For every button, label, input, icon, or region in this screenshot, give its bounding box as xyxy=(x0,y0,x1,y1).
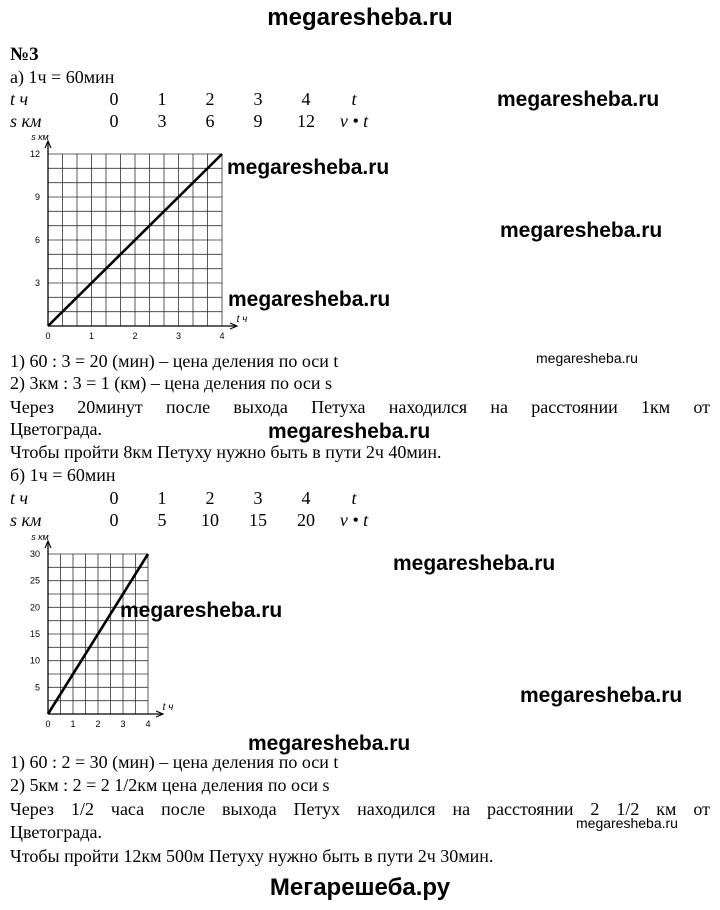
x-axis-label: t ч xyxy=(162,702,174,713)
cell: 1 xyxy=(157,488,167,508)
cell: t xyxy=(351,89,357,109)
cell: v • t xyxy=(339,510,369,530)
cell: 3 xyxy=(157,111,167,131)
cell: 4 xyxy=(301,89,311,109)
cell: 10 xyxy=(201,510,219,530)
part-b-table xyxy=(10,487,378,531)
x-tick-label: 1 xyxy=(70,719,76,729)
watermark: megaresheba.ru xyxy=(228,288,391,311)
cell: 9 xyxy=(253,111,263,131)
part-b-line-1: 1) 60 : 2 = 30 (мин) – цена деления по оси t xyxy=(10,752,339,772)
y-tick-label: 5 xyxy=(34,682,40,693)
cell: 5 xyxy=(157,510,167,530)
watermark: megaresheba.ru xyxy=(500,219,663,242)
part-b-row-s xyxy=(10,509,378,531)
cell: 12 xyxy=(297,111,315,131)
part-b-chart xyxy=(10,532,200,732)
part-b-line-2: 2) 5км : 2 = 2 1/2км цена деления по оси s xyxy=(10,775,330,795)
part-a-line-4: Цветограда. xyxy=(10,419,103,439)
part-b-line-4: Цветограда. xyxy=(10,822,103,842)
x-tick-label: 2 xyxy=(132,331,138,341)
cell: 2 xyxy=(205,89,215,109)
watermark: megaresheba.ru xyxy=(120,599,283,622)
part-b-row-t xyxy=(10,487,378,509)
cell: 0 xyxy=(109,488,119,508)
watermark: megaresheba.ru xyxy=(227,156,390,179)
cell: 3 xyxy=(253,89,263,109)
cell: 1 xyxy=(157,89,167,109)
x-tick-label: 2 xyxy=(95,719,101,729)
part-b-line-3: Через 1/2 часа после выхода Петух находился на расстоянии 2 1/2 км от xyxy=(10,799,710,819)
x-tick-label: 3 xyxy=(120,719,126,729)
watermark: megaresheba.ru xyxy=(520,684,683,707)
cell: t xyxy=(351,488,357,508)
part-a-row-t xyxy=(10,88,378,110)
site-header: megaresheba.ru xyxy=(267,4,453,31)
part-a-chart xyxy=(10,132,260,347)
part-a-table xyxy=(10,88,378,132)
y-tick-label: 20 xyxy=(29,602,40,613)
cell: 2 xyxy=(205,488,215,508)
cell: t ч xyxy=(10,488,29,508)
y-tick-label: 3 xyxy=(34,278,40,288)
x-tick-label: 3 xyxy=(175,331,182,341)
x-tick-label: 1 xyxy=(88,331,95,341)
y-tick-label: 10 xyxy=(29,655,40,666)
cell: v • t xyxy=(339,111,369,131)
y-tick-label: 30 xyxy=(29,549,40,559)
watermark: megaresheba.ru xyxy=(393,552,556,575)
watermark: megaresheba.ru xyxy=(536,350,638,366)
y-axis-label: s км xyxy=(31,532,49,542)
watermark: megaresheba.ru xyxy=(268,420,431,443)
y-tick-label: 25 xyxy=(29,575,40,586)
y-tick-label: 6 xyxy=(34,235,40,245)
cell: s км xyxy=(10,111,42,131)
y-tick-label: 15 xyxy=(29,629,40,639)
watermark: megaresheba.ru xyxy=(497,88,660,111)
part-a-row-s xyxy=(10,110,378,132)
cell: s км xyxy=(10,510,42,530)
cell: 0 xyxy=(109,510,119,530)
watermark: megaresheba.ru xyxy=(248,732,411,755)
x-tick-label: 4 xyxy=(219,331,225,341)
cell: 4 xyxy=(301,488,311,508)
problem-number: №3 xyxy=(10,44,39,65)
site-footer: Мегарешеба.ру xyxy=(269,874,451,901)
x-tick-label: 0 xyxy=(45,719,51,729)
y-tick-label: 12 xyxy=(29,149,40,159)
part-a-line-5: Чтобы пройти 8км Петуху нужно быть в пути 2ч 40мин. xyxy=(10,442,442,462)
y-tick-label: 9 xyxy=(34,192,40,202)
cell: 0 xyxy=(109,89,119,109)
x-tick-label: 4 xyxy=(145,719,151,729)
part-b-line-5: Чтобы пройти 12км 500м Петуху нужно быть в пути 2ч 30мин. xyxy=(10,846,494,866)
watermark: megaresheba.ru xyxy=(576,815,678,831)
cell: 15 xyxy=(249,510,267,530)
part-b-label: б) 1ч = 60мин xyxy=(10,465,116,485)
y-axis-label: s км xyxy=(31,132,49,142)
part-a-line-1: 1) 60 : 3 = 20 (мин) – цена деления по оси t xyxy=(10,351,339,371)
cell: 6 xyxy=(205,111,215,131)
cell: 20 xyxy=(297,510,315,530)
part-a-line-2: 2) 3км : 3 = 1 (км) – цена деления по оси s xyxy=(10,373,333,393)
part-a-line-3: Через 20минут после выхода Петуха находился на расстоянии 1км от xyxy=(10,397,710,417)
x-axis-label: t ч xyxy=(236,314,248,325)
x-tick-label: 0 xyxy=(45,331,51,341)
cell: t ч xyxy=(10,89,29,109)
cell: 3 xyxy=(253,488,263,508)
cell: 0 xyxy=(109,111,119,131)
part-a-label: а) 1ч = 60мин xyxy=(10,67,115,87)
